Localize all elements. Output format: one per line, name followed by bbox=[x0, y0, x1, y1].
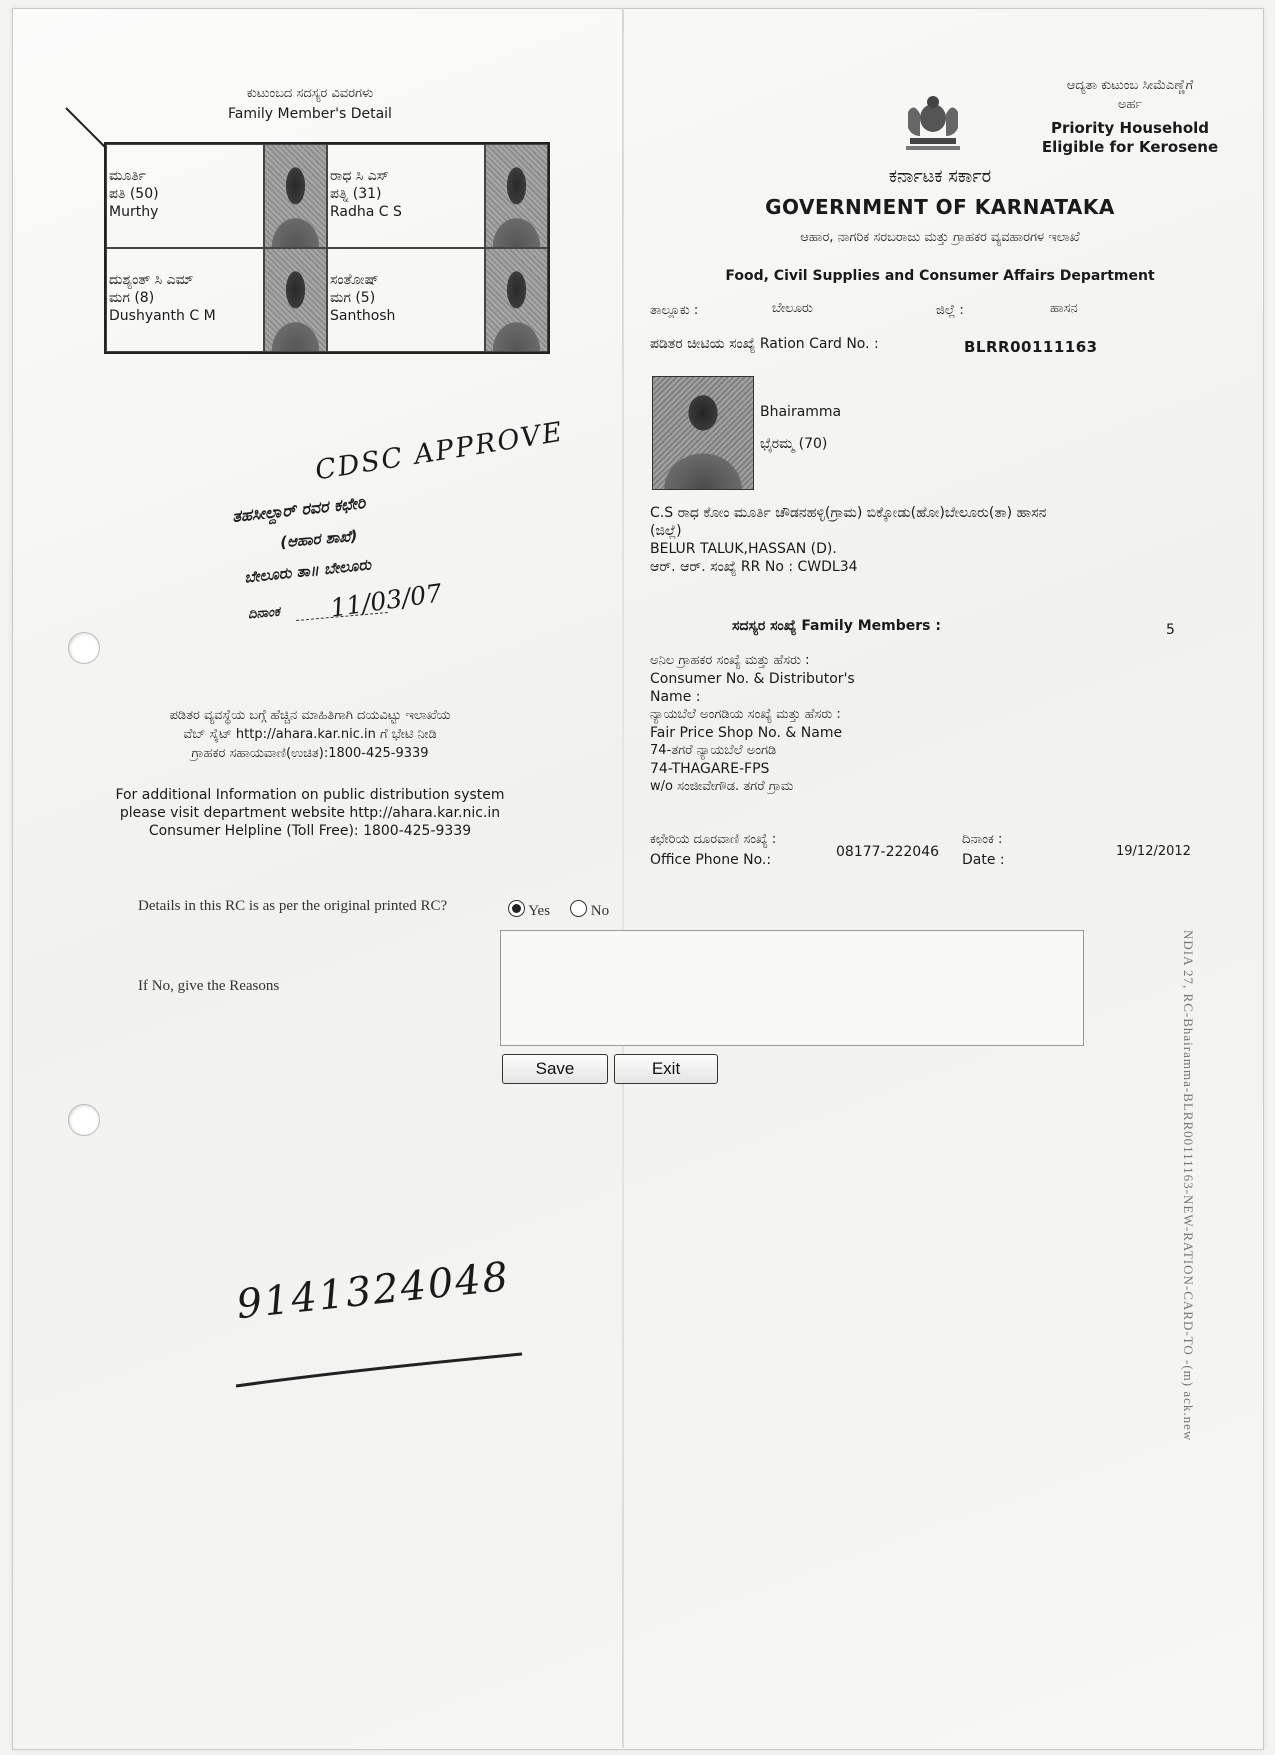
member-cell-1: ಮೂರ್ತಿ ಪತಿ (50) Murthy bbox=[106, 144, 264, 248]
dept-kn: ಆಹಾರ, ನಾಗರಿಕ ಸರಬರಾಜು ಮತ್ತು ಗ್ರಾಹಕರ ವ್ಯವಹಾರಗಳ ಇಲಾಖೆ bbox=[800, 230, 1080, 245]
taluk-value: ಬೇಲೂರು bbox=[772, 301, 813, 316]
govt-title-en: GOVERNMENT OF KARNATAKA bbox=[765, 195, 1115, 219]
no-option[interactable]: No bbox=[570, 900, 609, 920]
reason-label: If No, give the Reasons bbox=[138, 978, 280, 994]
date-en: Date : bbox=[962, 852, 1005, 868]
priority-en-1: Priority Household bbox=[1050, 119, 1210, 137]
priority-en-2: Eligible for Kerosene bbox=[1041, 138, 1219, 156]
exit-button[interactable]: Exit bbox=[614, 1054, 718, 1084]
district-label: ಜಿಲ್ಲೆ : bbox=[936, 303, 964, 318]
govt-title-kn: ಕರ್ನಾಟಕ ಸರ್ಕಾರ bbox=[888, 166, 992, 187]
yes-radio[interactable] bbox=[508, 900, 525, 917]
rr-value: CWDL34 bbox=[797, 559, 858, 575]
member-cell-4: ಸಂತೋಷ್ ಮಗ (5) Santhosh bbox=[327, 248, 485, 352]
side-print-text: NDIA 27, RC-Bhairamma-BLRR00111163-NEW-RATION-CARD-TO -(m) ack.new bbox=[1181, 930, 1196, 1442]
district-value: ಹಾಸನ bbox=[1050, 301, 1078, 316]
save-button[interactable]: Save bbox=[502, 1054, 608, 1084]
stamp-line-3: ಬೇಲೂರು ತಾ॥ ಬೇಲೂರು bbox=[243, 555, 372, 587]
family-members-count: 5 bbox=[1166, 622, 1175, 638]
page-fold bbox=[622, 8, 624, 1748]
dept-en: Food, Civil Supplies and Consumer Affairs Department bbox=[725, 268, 1155, 284]
stamp-date-value: 11/03/07 bbox=[328, 578, 444, 623]
head-name-kn: ಭೈರಮ್ಮ (70) bbox=[760, 436, 828, 452]
family-members-label: ಸದಸ್ಯರ ಸಂಖ್ಯೆ Family Members : bbox=[732, 618, 941, 634]
member-photo-1 bbox=[264, 144, 327, 248]
office-phone-kn: ಕಛೇರಿಯ ದೂರವಾಣಿ ಸಂಖ್ಯೆ : bbox=[650, 832, 777, 847]
info-en: For additional Information on public distribution system please visit department website http://ahara.kar.nic.in Consumer Helpline (Toll Free): 1800-425-9339 bbox=[115, 787, 505, 839]
family-members-grid bbox=[104, 142, 550, 354]
reason-textarea[interactable] bbox=[500, 930, 1084, 1046]
rc-question: Details in this RC is as per the original printed RC? bbox=[138, 898, 448, 914]
member-cell-2: ರಾಧ ಸಿ ಎಸ್ ಪತ್ನಿ (31) Radha C S bbox=[327, 144, 485, 248]
karnataka-emblem-icon bbox=[900, 92, 966, 154]
no-radio[interactable] bbox=[570, 900, 587, 917]
head-of-family-photo bbox=[652, 376, 754, 490]
date-value: 19/12/2012 bbox=[1116, 844, 1191, 859]
family-title-en: Family Member's Detail bbox=[228, 106, 392, 122]
address-block: C.S ರಾಧ ಕೋಂ ಮೂರ್ತಿ ಚೌಡನಹಳ್ಳಿ(ಗ್ರಾಮ) ಬಿಕ್ಕೋಡು(ಹೋ)ಬೇಲೂರು(ತಾ) ಹಾಸನ (ಜಿಲ್ಲೆ) BELUR TALUK,HASSAN (D). ಆರ್. ಆರ್. ಸಂಖ್ಯೆ RR No : CWDL34 bbox=[650, 505, 1047, 575]
family-title-kn: ಕುಟುಂಬದ ಸದಸ್ಯರ ವಿವರಗಳು bbox=[246, 86, 374, 101]
member-photo-2 bbox=[485, 144, 548, 248]
member-photo-4 bbox=[485, 248, 548, 352]
office-phone-en: Office Phone No.: bbox=[650, 852, 772, 868]
punch-hole-bottom bbox=[68, 1104, 100, 1136]
priority-kn-2: ಅರ್ಹ bbox=[1117, 97, 1143, 112]
handwritten-phone: 9141324048 bbox=[234, 1253, 513, 1329]
stamp-line-2: (ಆಹಾರ ಶಾಖೆ) bbox=[279, 526, 359, 552]
stamp-line-1: ತಹಸೀಲ್ದಾರ್ ರವರ ಕಛೇರಿ bbox=[231, 493, 367, 526]
handwritten-approval: CDSC APPROVE bbox=[313, 416, 566, 487]
member-cell-3: ದುಶ್ಯಂತ್ ಸಿ ಎಮ್ ಮಗ (8) Dushyanth C M bbox=[106, 248, 264, 352]
head-name-en: Bhairamma bbox=[760, 404, 842, 420]
date-kn: ದಿನಾಂಕ : bbox=[962, 832, 1003, 847]
ration-card-label: ಪಡಿತರ ಚೀಟಿಯ ಸಂಖ್ಯೆ Ration Card No. : bbox=[650, 336, 879, 352]
info-kn: ಪಡಿತರ ವ್ಯವಸ್ಥೆಯ ಬಗ್ಗೆ ಹೆಚ್ಚಿನ ಮಾಹಿತಿಗಾಗಿ ದಯವಿಟ್ಟು ಇಲಾಖೆಯ ವೆಬ್ ಸೈಟ್ http://ahara.kar.nic.in ಗೆ ಭೇಟಿ ನೀಡಿ ಗ್ರಾಹಕರ ಸಹಾಯವಾಣಿ(ಉಚಿತ):1800-425-9339 bbox=[169, 708, 451, 761]
consumer-block: ಅನಿಲ ಗ್ರಾಹಕರ ಸಂಖ್ಯೆ ಮತ್ತು ಹೆಸರು : Consumer No. & Distributor's Name : ನ್ಯಾಯಬೆಲೆ ಅಂಗಡಿಯ ಸಂಖ್ಯೆ ಮತ್ತು ಹೆಸರು : Fair Price Shop No. & Name 74-ತಗರೆ ನ್ಯಾಯಬೆಲೆ ಅಂಗಡಿ 74-THAGARE-FPS w/o ಸಂಜೀವೇಗೌಡ. ತಗರೆ ಗ್ರಾಮ bbox=[650, 653, 855, 794]
priority-kn-1: ಆದ್ಯತಾ ಕುಟುಂಬ ಸೀಮೆಎಣ್ಣೆಗೆ bbox=[1066, 78, 1194, 93]
stamp-date-label: ದಿನಾಂಕ bbox=[247, 604, 281, 623]
handwritten-underline bbox=[232, 1340, 528, 1392]
member-photo-3 bbox=[264, 248, 327, 352]
ration-card-number: BLRR00111163 bbox=[964, 338, 1098, 356]
taluk-label: ತಾಲ್ಲೂಕು : bbox=[650, 303, 699, 318]
punch-hole-top bbox=[68, 632, 100, 664]
rr-label: ಆರ್. ಆರ್. ಸಂಖ್ಯೆ RR No : bbox=[650, 559, 794, 575]
office-phone-value: 08177-222046 bbox=[836, 844, 940, 860]
yes-option[interactable]: Yes bbox=[508, 900, 550, 920]
